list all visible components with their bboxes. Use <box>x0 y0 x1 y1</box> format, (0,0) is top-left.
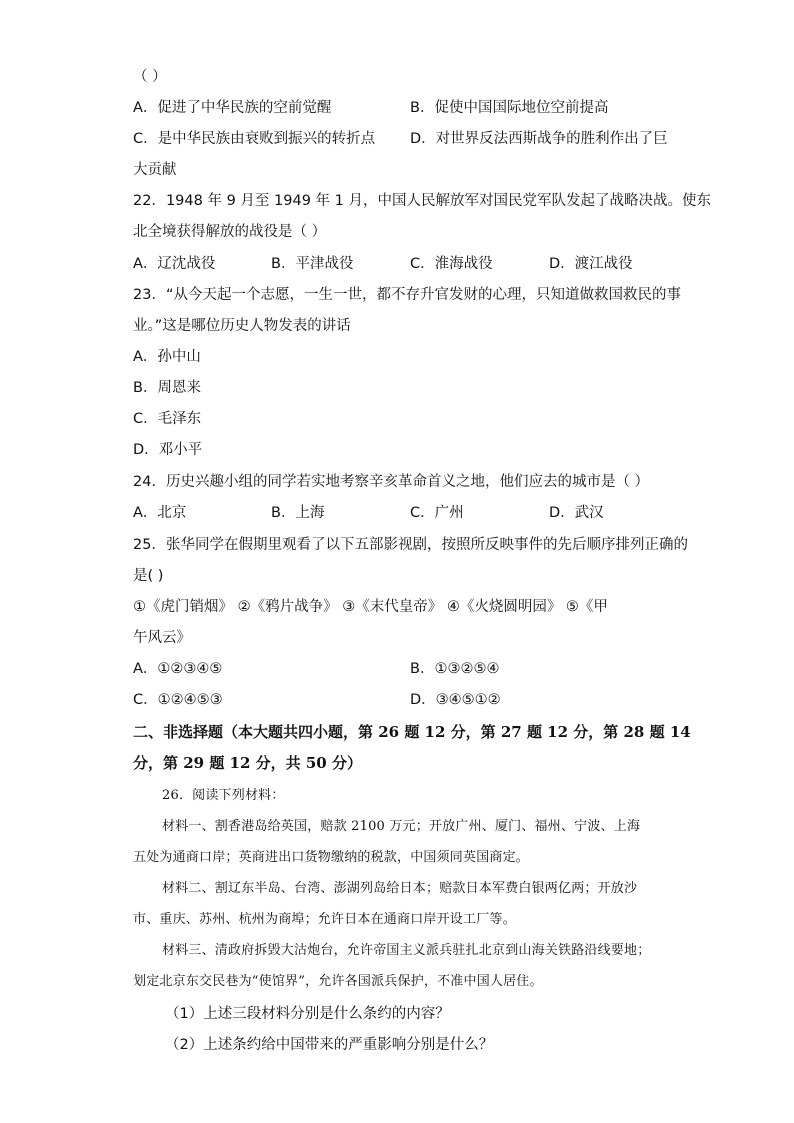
q25-stem-line2: 是( ) <box>133 568 164 584</box>
q26-material1-line2: 五处为通商口岸；英商进出口货物缴纳的税款，中国须同英国商定。 <box>133 850 530 865</box>
q22-stem-line1: 22．1948 年 9 月至 1949 年 1 月，中国人民解放军对国民党军队发起了战略决战。使东 <box>133 193 711 209</box>
section2-heading-line2: 分，第 29 题 12 分，共 50 分） <box>133 754 362 772</box>
q25-films-line1: ①《虎门销烟》 ②《鸦片战争》 ③《末代皇帝》 ④《火烧圆明园》 ⑤《甲 <box>133 599 608 615</box>
q23-stem-line2: 业。”这是哪位历史人物发表的讲话 <box>133 318 351 334</box>
section2-heading-line1: 二、非选择题（本大题共四小题，第 26 题 12 分，第 27 题 12 分，第 28 题 14 <box>133 723 691 741</box>
q21-option-d-continued: 大贡献 <box>133 162 177 178</box>
q26-material3-line2: 划定北京东交民巷为“使馆界”，允许各国派兵保护，不准中国人居住。 <box>133 974 543 989</box>
q26-subquestion-1: （1）上述三段材料分别是什么条约的内容？ <box>165 1006 450 1022</box>
q22-option-b: B．平津战役 <box>271 256 354 272</box>
q23-option-c: C．毛泽东 <box>133 411 202 427</box>
q21-option-c: C．是中华民族由衰败到振兴的转折点 <box>133 131 376 147</box>
q26-subquestion-2: （2）上述条约给中国带来的严重影响分别是什么？ <box>165 1037 494 1053</box>
q25-option-a: A．①②③④⑤ <box>133 661 223 677</box>
q26-material2-line2: 市、重庆、苏州、杭州为商埠；允许日本在通商口岸开设工厂等。 <box>133 912 516 927</box>
q22-option-d: D．渡江战役 <box>549 256 633 272</box>
q24-option-a: A．北京 <box>133 505 187 521</box>
q24-option-c: C．广州 <box>410 505 464 521</box>
q22-option-a: A．辽沈战役 <box>133 256 216 272</box>
q26-material3-line1: 材料三、清政府拆毁大沽炮台，允许帝国主义派兵驻扎北京到山海关铁路沿线要地； <box>162 943 651 958</box>
q26-material2-line1: 材料二、割辽东半岛、台湾、澎湖列岛给日本；赔款日本军费白银两亿两；开放沙 <box>162 881 638 896</box>
q25-films-line2: 午风云》 <box>133 630 191 646</box>
q23-option-b: B．周恩来 <box>133 380 201 396</box>
q24-option-d: D．武汉 <box>549 505 604 521</box>
q21-answer-bracket: （ ） <box>133 69 167 85</box>
q26-intro: 26．阅读下列材料： <box>162 788 285 803</box>
q23-stem-line1: 23．“从今天起一个志愿，一生一世，都不存升官发财的心理，只知道做救国救民的事 <box>133 287 681 303</box>
q21-option-b: B．促使中国国际地位空前提高 <box>410 100 609 116</box>
q21-option-a: A．促进了中华民族的空前觉醒 <box>133 100 332 116</box>
q25-stem-line1: 25．张华同学在假期里观看了以下五部影视剧，按照所反映事件的先后顺序排列正确的 <box>133 537 688 553</box>
q22-option-c: C．淮海战役 <box>410 256 493 272</box>
q21-option-d: D．对世界反法西斯战争的胜利作出了巨 <box>410 131 668 147</box>
q24-stem: 24．历史兴趣小组的同学若实地考察辛亥革命首义之地，他们应去的城市是（ ） <box>133 474 650 490</box>
q25-option-d: D．③④⑤①② <box>410 692 501 708</box>
q25-option-c: C．①②④⑤③ <box>133 692 223 708</box>
q26-material1-line1: 材料一、割香港岛给英国，赔款 2100 万元；开放广州、厦门、福州、宁波、上海 <box>162 819 641 834</box>
q25-option-b: B．①③②⑤④ <box>410 661 500 677</box>
q24-option-b: B．上海 <box>271 505 325 521</box>
q23-option-a: A．孙中山 <box>133 349 201 365</box>
q23-option-d: D．邓小平 <box>133 442 203 458</box>
q22-stem-line2: 北全境获得解放的战役是（ ） <box>133 224 327 240</box>
